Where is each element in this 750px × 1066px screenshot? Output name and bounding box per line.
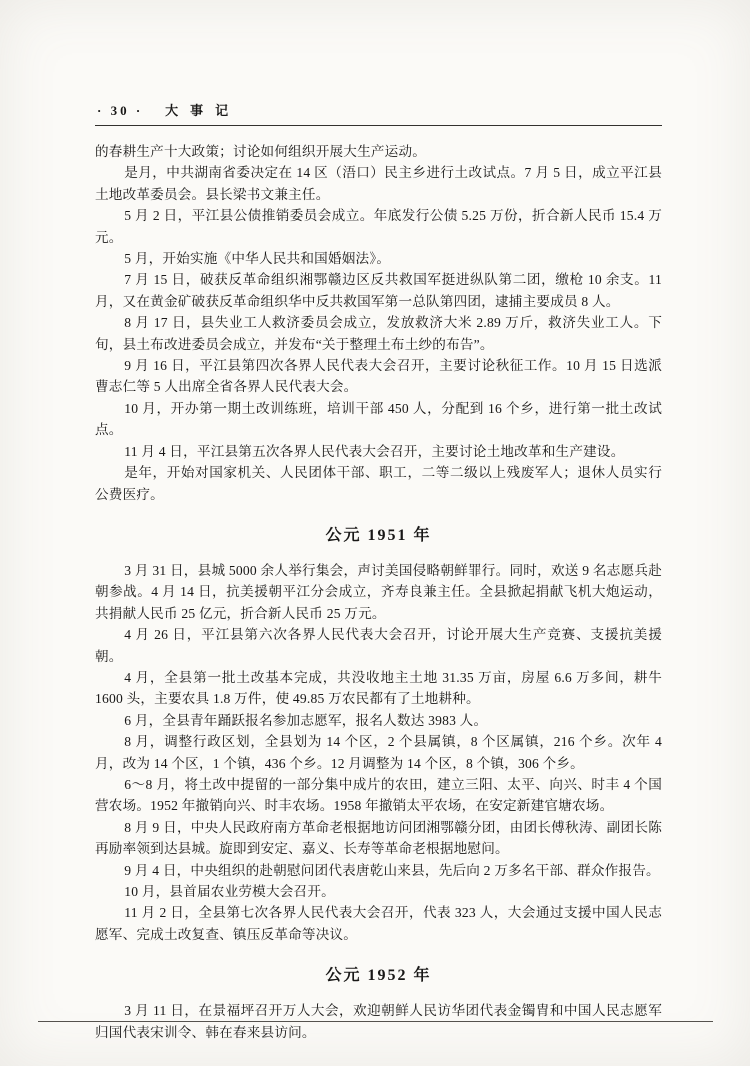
paragraph: 3 月 11 日，在景福坪召开万人大会，欢迎朝鲜人民访华团代表金镯胄和中国人民志愿军归国代表宋训令、韩在春来县访问。	[95, 1003, 662, 1040]
paragraph: 8 月，调整行政区划，全县划为 14 个区，2 个县属镇，8 个区属镇，216 个乡。次年 4 月，改为 14 个区，1 个镇，436 个乡。12 月调整为 14 个区，8 个镇，306 个乡。	[95, 734, 662, 771]
paragraph: 10 月，县首届农业劳模大会召开。	[124, 884, 335, 899]
paragraph: 3 月 31 日，县城 5000 余人举行集会，声讨美国侵略朝鲜罪行。同时，欢送 9 名志愿兵赴朝参战。4 月 14 日，抗美援朝平江分会成立，齐寿良兼主任。全县掀起捐献飞机大炮运动，共捐献人民币 25 亿元，折合新人民币 25 万元。	[95, 562, 662, 621]
paragraph-continuation: 的春耕生产十大政策；讨论如何组织开展大生产运动。	[95, 144, 427, 159]
paragraph: 8 月 9 日，中央人民政府南方革命老根据地访问团湘鄂赣分团，由团长傅秋涛、副团长陈再励率领到达县城。旋即到安定、嘉义、长寿等革命老根据地慰问。	[95, 819, 662, 857]
page-content	[95, 100, 662, 1043]
era-heading-1952: 公元 1952 年	[325, 967, 432, 985]
paragraph: 4 月 26 日，平江县第六次各界人民代表大会召开，讨论开展大生产竞赛、支援抗美援朝。	[95, 627, 662, 664]
paragraph: 8 月 17 日，县失业工人救济委员会成立，发放救济大米 2.89 万斤，救济失业工人。下旬，县土布改进委员会成立，并发布“关于整理土布土纱的布告”。	[95, 315, 662, 352]
footer-rule	[38, 1021, 713, 1022]
era-heading-1951: 公元 1951 年	[325, 526, 432, 544]
paragraph: 6 月，全县青年踊跃报名参加志愿军，报名人数达 3983 人。	[124, 712, 488, 728]
paragraph: 6～8 月，将土改中提留的一部分集中成片的农田，建立三阳、太平、向兴、时丰 4 个国营农场。1952 年撤销向兴、时丰农场。1958 年撤销太平农场，在安定新建官塘农场。	[95, 776, 662, 814]
paragraph: 5 月 2 日，平江县公债推销委员会成立。年底发行公债 5.25 万份，折合新人民币 15.4 万元。	[95, 208, 662, 245]
header-rule	[95, 125, 662, 126]
paragraph: 7 月 15 日，破获反革命组织湘鄂赣边区反共救国军挺进纵队第二团，缴枪 10 余支。11 月，又在黄金矿破获反革命组织华中反共救国军第一总队第四团，逮捕主要成员 8 人。	[95, 272, 662, 309]
paragraph: 4 月，全县第一批土改基本完成，共没收地主土地 31.35 万亩，房屋 6.6 万多间，耕牛 1600 头，主要农具 1.8 万件，使 49.85 万农民都有了土地耕种。	[95, 669, 662, 707]
paragraph: 是年，开始对国家机关、人民团体干部、职工，二等二级以上残废军人；退休人员实行公费医疗。	[95, 465, 662, 502]
paragraph: 9 月 16 日，平江县第四次各界人民代表大会召开，主要讨论秋征工作。10 月 15 日选派曹志仁等 5 人出席全省各界人民代表大会。	[95, 358, 662, 395]
running-title: 大事记	[165, 103, 241, 118]
paragraph: 5 月，开始实施《中华人民共和国婚姻法》。	[124, 251, 391, 267]
paragraph: 9 月 4 日，中央组织的赴朝慰问团代表唐乾山来县，先后向 2 万多名干部、群众作报告。	[124, 862, 660, 878]
paragraph: 11 月 4 日，平江县第五次各界人民代表大会召开，主要讨论土地改革和生产建设。	[124, 443, 625, 459]
page-header	[95, 100, 662, 119]
paragraph: 是月，中共湖南省委决定在 14 区（浯口）民主乡进行土改试点。7 月 5 日，成立平江县土地改革委员会。县长梁书文兼主任。	[95, 165, 662, 202]
paragraph: 10 月，开办第一期土改训练班，培训干部 450 人，分配到 16 个乡，进行第一批土改试点。	[95, 400, 662, 438]
page-number: · 30 ·	[97, 103, 144, 118]
paragraph: 11 月 2 日，全县第七次各界人民代表大会召开，代表 323 人，大会通过支援中国人民志愿军、完成土改复查、镇压反革命等决议。	[95, 905, 662, 942]
